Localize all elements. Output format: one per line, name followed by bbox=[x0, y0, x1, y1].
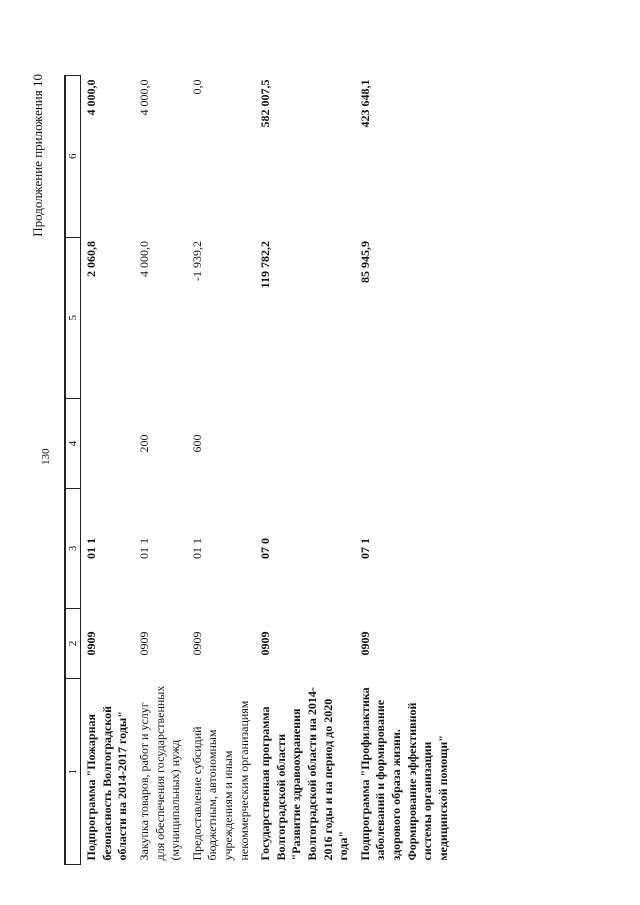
row-name: Подпрограмма "Пожарная безопасность Волгоградской области на 2014-2017 годы" bbox=[84, 705, 130, 861]
table-row bbox=[81, 76, 134, 865]
row-name: Предоставление субсидий бюджетным, автономным учреждениям и иным некоммерческим организациям bbox=[189, 700, 251, 861]
table-row bbox=[355, 76, 455, 865]
amount-col5: 2 060,8 bbox=[84, 241, 99, 278]
row-name: Государственная программа Волгоградской области "Развитие здравоохранения Волгоградской области на 2014-2016 годы и на период до 2020 года" bbox=[258, 687, 351, 861]
expense-type-code: 200 bbox=[137, 434, 152, 453]
program-code: 01 1 bbox=[84, 537, 99, 559]
expense-type-code bbox=[81, 399, 134, 489]
expense-type-code bbox=[255, 399, 355, 489]
table-header-row bbox=[65, 76, 81, 865]
section-code: 0909 bbox=[189, 631, 204, 656]
amount-col5: 85 945,9 bbox=[357, 241, 372, 284]
section-code: 0909 bbox=[137, 631, 152, 656]
column-header-3: 3 bbox=[65, 489, 81, 609]
table-row bbox=[255, 76, 355, 865]
continuation-label: Продолжение приложения 10 bbox=[30, 74, 45, 237]
program-code: 01 1 bbox=[137, 537, 152, 559]
program-code: 07 0 bbox=[258, 537, 273, 559]
row-name: Подпрограмма "Профилактика заболеваний и формирование здорового образа жизни. Формирование эффективной системы организации медицинской помощи" bbox=[357, 687, 450, 861]
program-code: 01 1 bbox=[189, 537, 204, 559]
amount-col5: 4 000,0 bbox=[137, 241, 152, 278]
column-header-5: 5 bbox=[65, 237, 81, 398]
column-header-4: 4 bbox=[65, 399, 81, 489]
amount-col6: 582 007,5 bbox=[258, 79, 273, 128]
budget-table bbox=[64, 75, 454, 865]
amount-col6: 4 000,0 bbox=[137, 79, 152, 116]
amount-col5: -1 939,2 bbox=[189, 241, 204, 282]
amount-col6: 0,0 bbox=[189, 79, 204, 95]
column-header-1: 1 bbox=[65, 679, 81, 865]
column-header-2: 2 bbox=[65, 608, 81, 678]
page-number: 130 bbox=[40, 448, 52, 465]
amount-col6: 4 000,0 bbox=[84, 79, 99, 116]
expense-type-code bbox=[355, 399, 455, 489]
column-header-6: 6 bbox=[65, 76, 81, 238]
amount-col6: 423 648,1 bbox=[357, 79, 372, 128]
table-row bbox=[134, 76, 187, 865]
amount-col5: 119 782,2 bbox=[258, 241, 273, 289]
expense-type-code: 600 bbox=[189, 434, 204, 453]
row-name: Закупка товаров, работ и услуг для обеспечения государственных (муниципальных) нужд bbox=[137, 685, 183, 861]
program-code: 07 1 bbox=[357, 537, 372, 559]
section-code: 0909 bbox=[357, 631, 372, 656]
table-row bbox=[187, 76, 255, 865]
section-code: 0909 bbox=[84, 631, 99, 656]
section-code: 0909 bbox=[258, 631, 273, 656]
